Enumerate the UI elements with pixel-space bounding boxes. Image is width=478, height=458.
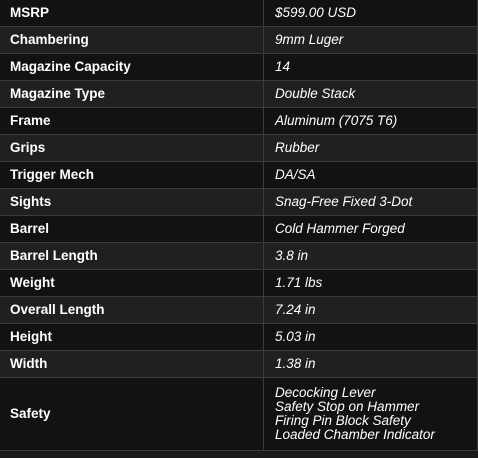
safety-feature: Safety Stop on Hammer [275,399,420,414]
spec-value: Aluminum (7075 T6) [264,108,478,135]
safety-feature: Firing Pin Block Safety [275,413,411,428]
safety-feature: Decocking Lever [275,385,376,400]
table-row [0,243,478,270]
spec-value: $599.00 USD [264,0,478,27]
spec-value: 7.24 in [264,297,478,324]
table-row [0,27,478,54]
table-row [0,378,478,451]
spec-label: Safety [0,378,264,451]
spec-value: 5.03 in [264,324,478,351]
spec-value: 9mm Luger [264,27,478,54]
table-row [0,0,478,27]
table-row [0,189,478,216]
table-row [0,297,478,324]
spec-value: DA/SA [264,162,478,189]
spec-label: Chambering [0,27,264,54]
spec-label: Barrel Length [0,243,264,270]
spec-label: Width [0,351,264,378]
spec-label: Magazine Type [0,81,264,108]
table-row [0,108,478,135]
spec-label: Trigger Mech [0,162,264,189]
spec-value: 1.38 in [264,351,478,378]
safety-features [264,378,478,451]
table-row [0,351,478,378]
table-row [0,216,478,243]
spec-value: Cold Hammer Forged [264,216,478,243]
spec-value: Rubber [264,135,478,162]
spec-label: Frame [0,108,264,135]
spec-value: 1.71 lbs [264,270,478,297]
table-row [0,54,478,81]
table-row [0,270,478,297]
spec-label: Barrel [0,216,264,243]
table-row [0,162,478,189]
table-row [0,324,478,351]
spec-value: 14 [264,54,478,81]
spec-label: MSRP [0,0,264,27]
safety-feature: Loaded Chamber Indicator [275,427,435,442]
table-row [0,135,478,162]
spec-label: Grips [0,135,264,162]
table-row [0,81,478,108]
spec-value: 3.8 in [264,243,478,270]
spec-label: Overall Length [0,297,264,324]
spec-value: Double Stack [264,81,478,108]
spec-value: Snag-Free Fixed 3-Dot [264,189,478,216]
spec-label: Height [0,324,264,351]
spec-label: Weight [0,270,264,297]
spec-label: Sights [0,189,264,216]
spec-label: Magazine Capacity [0,54,264,81]
